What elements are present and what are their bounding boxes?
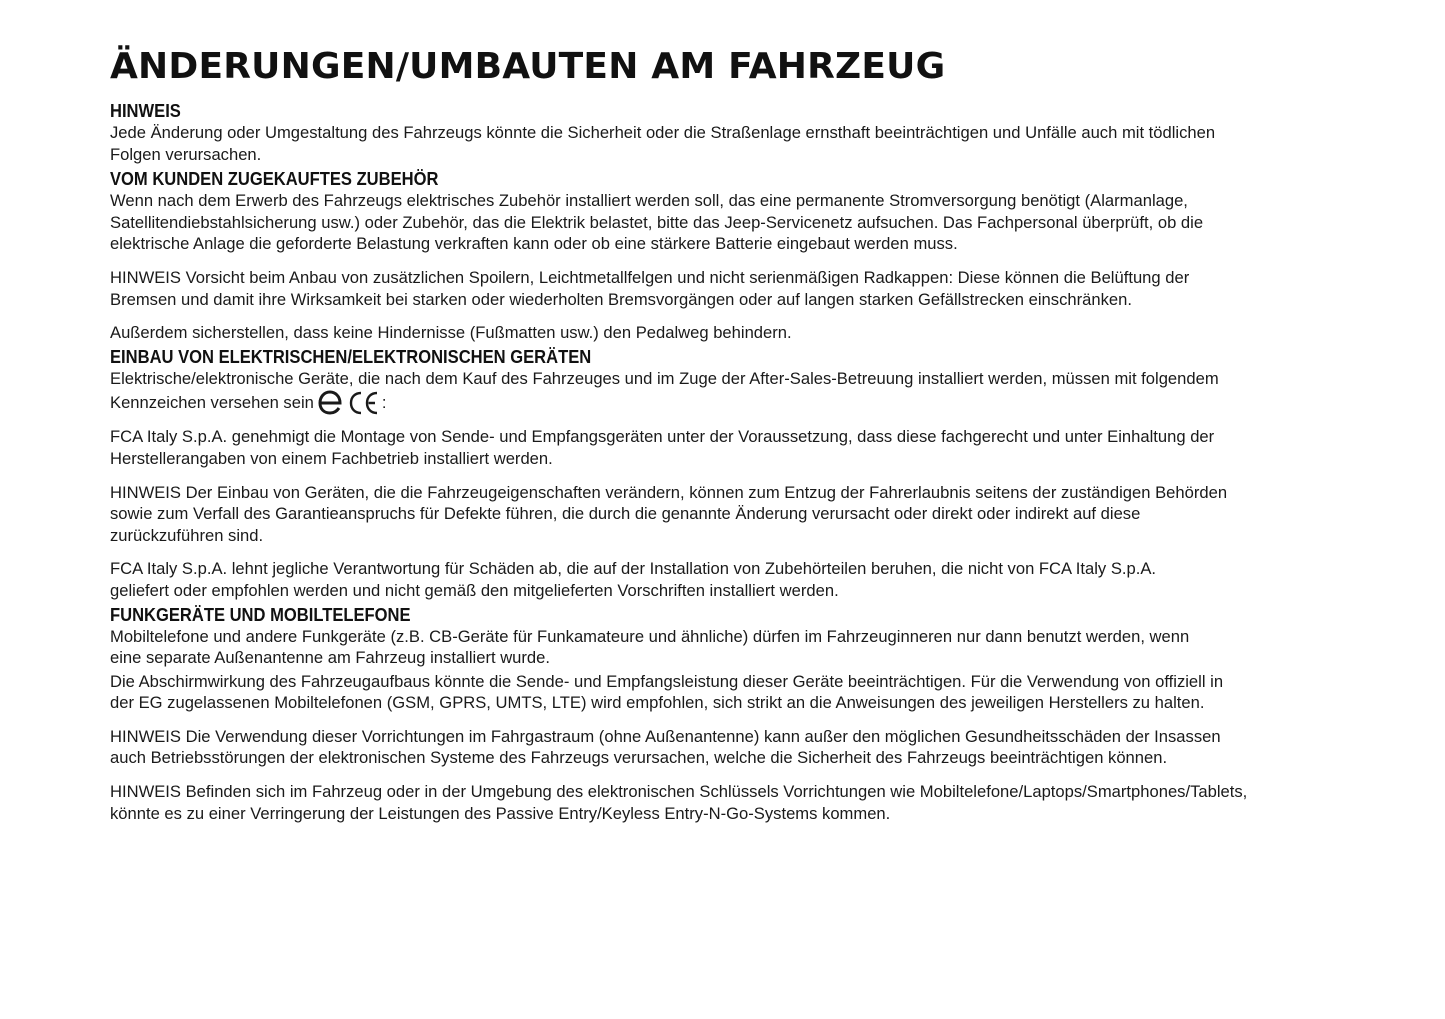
paragraph-zubehoer-1 — [110, 190, 1350, 255]
paragraph-einbau-haftung — [110, 558, 1350, 601]
text-line: Herstellerangaben von einem Fachbetrieb installiert werden. — [110, 448, 553, 468]
text-line: Bremsen und damit ihre Wirksamkeit bei starken oder wiederholten Bremsvorgängen oder auf langen starken Gefällstrecken einschränken. — [110, 289, 1132, 309]
paragraph-funk-2 — [110, 671, 1350, 714]
text-line: HINWEIS Der Einbau von Geräten, die die Fahrzeugeigenschaften verändern, können zum Entzug der Fahrerlaubnis seitens der zuständigen Behörden — [110, 482, 1228, 502]
text-line: geliefert oder empfohlen werden und nicht gemäß den mitgelieferten Vorschriften installiert werden. — [110, 580, 839, 600]
text-fragment: Kennzeichen versehen sein — [110, 393, 314, 413]
text-line: Mobiltelefone und andere Funkgeräte (z.B. CB-Geräte für Funkamateure und ähnliche) dürfen im Fahrzeuginneren nur dann benutzt werden, wenn — [110, 626, 1190, 646]
paragraph-einbau-hinweis — [110, 482, 1350, 547]
text-fragment: : — [381, 393, 387, 413]
text-line: Außerdem sicherstellen, dass keine Hindernisse (Fußmatten usw.) den Pedalweg behindern. — [110, 323, 792, 343]
text-line: Jede Änderung oder Umgestaltung des Fahrzeugs könnte die Sicherheit oder die Straßenlage ernsthaft beeinträchtigen und Unfälle auch mit tödlichen — [110, 123, 1216, 142]
text-line-with-mark — [110, 389, 1350, 424]
paragraph-funk-hinweis-1 — [110, 726, 1350, 769]
paragraph-funk-1 — [110, 626, 1350, 669]
heading-funk: FUNKGERÄTE UND MOBILTELEFONE — [110, 604, 411, 625]
paragraph-funk-hinweis-2 — [110, 781, 1350, 824]
paragraph-zubehoer-pedal — [110, 322, 1350, 344]
text-line: Elektrische/elektronische Geräte, die nach dem Kauf des Fahrzeuges und im Zuge der After-Sales-Betreuung installiert werden, müssen mit folgendem — [110, 368, 1219, 388]
text-line: der EG zugelassenen Mobiltelefonen (GSM, GPRS, UMTS, LTE) wird empfohlen, sich strikt an die Anweisungen des jeweiligen Herstellers zu halten. — [110, 693, 1205, 713]
text-line: sowie zum Verfall des Garantieanspruchs für Defekte führen, die durch die genannte Änderung verursacht oder direkt oder indirekt auf diese — [110, 504, 1141, 524]
paragraph-hinweis — [110, 122, 1350, 165]
heading-einbau: EINBAU VON ELEKTRISCHEN/ELEKTRONISCHEN GERÄTEN — [110, 346, 592, 367]
document-page — [110, 44, 1350, 824]
text-line: HINWEIS Die Verwendung dieser Vorrichtungen im Fahrgastraum (ohne Außenantenne) kann außer den möglichen Gesundheitsschäden der Insassen — [110, 726, 1221, 746]
text-line: Die Abschirmwirkung des Fahrzeugaufbaus könnte die Sende- und Empfangsleistung dieser Geräte beeinträchtigen. Für die Verwendung von offiziell in — [110, 671, 1224, 691]
text-line: FCA Italy S.p.A. genehmigt die Montage von Sende- und Empfangsgeräten unter der Voraussetzung, dass diese fachgerecht und unter Einhaltung der — [110, 427, 1215, 447]
text-line: HINWEIS Vorsicht beim Anbau von zusätzlichen Spoilern, Leichtmetallfelgen und nicht serienmäßigen Radkappen: Diese können die Belüftung der — [110, 267, 1190, 287]
page-title: ÄNDERUNGEN/UMBAUTEN AM FAHRZEUG — [110, 46, 946, 87]
paragraph-einbau-1 — [110, 368, 1350, 425]
text-line: zurückzuführen sind. — [110, 525, 264, 545]
text-line: Folgen verursachen. — [110, 144, 262, 164]
text-line: eine separate Außenantenne am Fahrzeug installiert wurde. — [110, 648, 551, 668]
heading-zubehoer: VOM KUNDEN ZUGEKAUFTES ZUBEHÖR — [110, 169, 439, 190]
text-line: könnte es zu einer Verringerung der Leistungen des Passive Entry/Keyless Entry-N-Go-Systems kommen. — [110, 803, 891, 823]
paragraph-einbau-2 — [110, 426, 1350, 469]
text-line: HINWEIS Befinden sich im Fahrzeug oder in der Umgebung des elektronischen Schlüssels Vorrichtungen wie Mobiltelefone/Laptops/Smartphones/Tablets, — [110, 782, 1248, 802]
paragraph-zubehoer-hinweis — [110, 267, 1350, 310]
text-line: Wenn nach dem Erwerb des Fahrzeugs elektrisches Zubehör installiert werden soll, das eine permanente Stromversorgung benötigt (Alarmanlage, — [110, 191, 1188, 211]
ece-ce-mark-icon — [318, 389, 380, 424]
heading-hinweis: HINWEIS — [110, 101, 181, 121]
text-line: elektrische Anlage die geforderte Belastung verkraften kann oder ob eine stärkere Batterie eingebaut werden muss. — [110, 234, 958, 254]
text-line: auch Betriebsstörungen der elektronischen Systeme des Fahrzeugs verursachen, welche die Sicherheit des Fahrzeugs beeinträchtigen können. — [110, 748, 1168, 768]
text-line: Satellitendiebstahlsicherung usw.) oder Zubehör, das die Elektrik belastet, bitte das Jeep-Servicenetz aufsuchen. Das Fachpersonal überprüft, ob die — [110, 212, 1204, 232]
text-line: FCA Italy S.p.A. lehnt jegliche Verantwortung für Schäden ab, die auf der Installation von Zubehörteilen beruhen, die nicht von FCA Italy S.p.A. — [110, 559, 1157, 579]
